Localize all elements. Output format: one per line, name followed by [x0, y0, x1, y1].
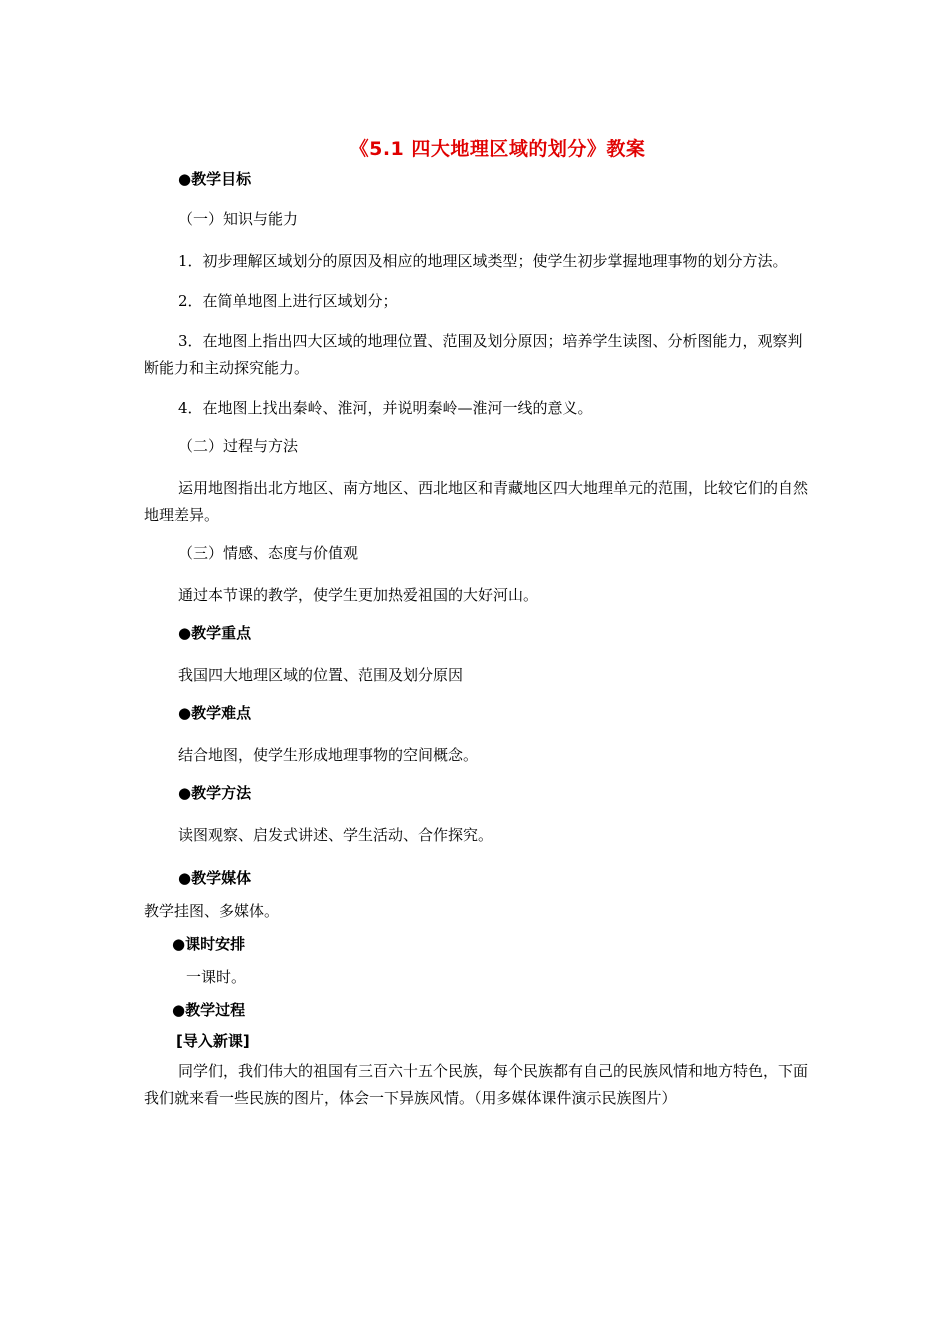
knowledge-item-4: 4．在地图上找出秦岭、淮河，并说明秦岭—淮河一线的意义。: [178, 399, 593, 417]
emotion-text: 通过本节课的教学，使学生更加热爱祖国的大好河山。: [178, 586, 539, 604]
difficulty-heading: ●教学难点: [178, 704, 252, 722]
intro-heading: [导入新课]: [176, 1032, 250, 1050]
intro-text: 同学们，我们伟大的祖国有三百六十五个民族，每个民族都有自己的民族风情和地方特色，下面我们就来看一些民族的图片，体会一下异族风情。（用多媒体课件演示民族图片）: [144, 1062, 809, 1107]
knowledge-item-3: 3．在地图上指出四大区域的地理位置、范围及划分原因；培养学生读图、分析图能力，观察判断能力和主动探究能力。: [144, 332, 803, 377]
media-text: 教学挂图、多媒体。: [144, 902, 280, 920]
method-heading: ●教学方法: [178, 784, 252, 802]
procedure-heading: ●教学过程: [172, 1001, 246, 1019]
method-text: 读图观察、启发式讲述、学生活动、合作探究。: [178, 826, 494, 844]
knowledge-item-2: 2．在简单地图上进行区域划分；: [178, 292, 398, 310]
process-text: 运用地图指出北方地区、南方地区、西北地区和青藏地区四大地理单元的范围，比较它们的自然地理差异。: [144, 479, 809, 524]
process-heading: （二）过程与方法: [178, 437, 299, 455]
schedule-text: 一课时。: [186, 968, 247, 986]
media-heading: ●教学媒体: [178, 869, 252, 887]
keypoints-heading: ●教学重点: [178, 624, 252, 642]
emotion-heading: （三）情感、态度与价值观: [178, 544, 359, 562]
document-title: 《5.1 四大地理区域的划分》教案: [349, 138, 646, 160]
knowledge-heading: （一）知识与能力: [178, 210, 299, 228]
document-body: [144, 168, 816, 1125]
objectives-heading: ●教学目标: [178, 170, 252, 188]
knowledge-item-1: 1．初步理解区域划分的原因及相应的地理区域类型；使学生初步掌握地理事物的划分方法。: [178, 252, 788, 270]
schedule-heading: ●课时安排: [172, 935, 246, 953]
difficulty-text: 结合地图，使学生形成地理事物的空间概念。: [178, 746, 479, 764]
keypoints-text: 我国四大地理区域的位置、范围及划分原因: [178, 666, 464, 684]
